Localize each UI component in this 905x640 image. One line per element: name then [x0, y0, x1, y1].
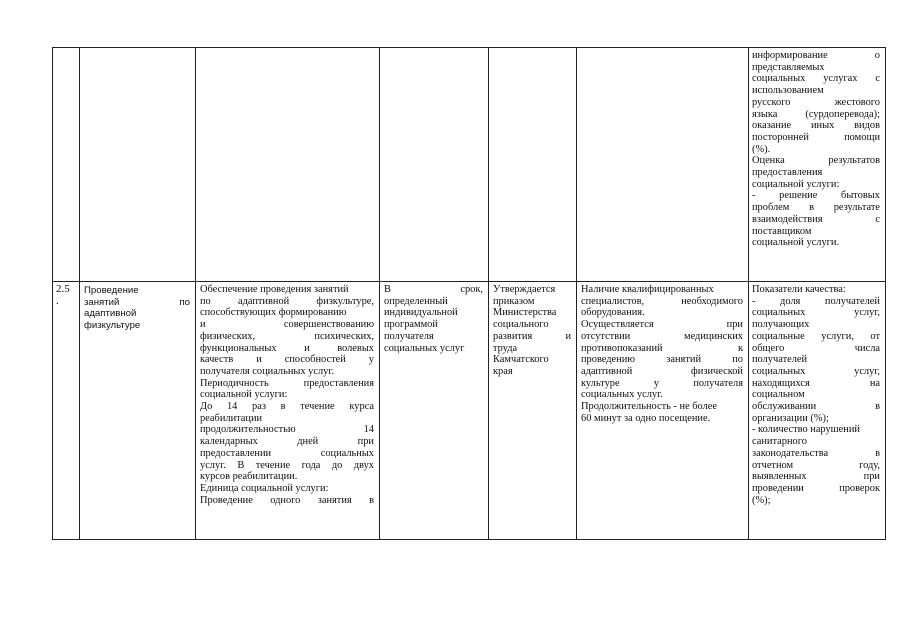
word: продолжительностью: [200, 424, 296, 436]
text-line: Продолжительность - не более: [581, 401, 718, 413]
word: иных: [810, 120, 835, 132]
word: течение: [255, 459, 291, 471]
text-line: [200, 343, 374, 355]
word: года: [301, 459, 321, 471]
word: помощи: [844, 131, 880, 143]
text-line: индивидуальной: [384, 307, 458, 319]
text-line: социальных услуг.: [581, 389, 663, 401]
text-line: [752, 483, 880, 495]
word: физической: [691, 365, 743, 377]
word: совершенствованию: [283, 319, 374, 331]
word: Осуществляется: [581, 319, 654, 331]
word: доля: [780, 295, 801, 307]
tariff-cell: [493, 284, 571, 378]
text-line: Министерства: [493, 307, 557, 319]
word: социальных: [752, 73, 806, 85]
text-line: социальной услуги:: [200, 389, 288, 401]
word: в: [875, 401, 880, 413]
word: на: [869, 377, 880, 389]
text-line: [84, 297, 190, 309]
word: в: [875, 447, 880, 459]
text-line: [752, 343, 880, 355]
text-line: предоставления: [752, 167, 823, 179]
text-line: [752, 331, 880, 343]
text-line: [200, 378, 374, 390]
word: отсутствии: [581, 330, 631, 342]
grid-line: [52, 539, 886, 540]
text-line: [200, 448, 374, 460]
word: до: [331, 459, 343, 471]
text-line: приказом: [493, 295, 535, 307]
text-line: физкультуре: [84, 320, 141, 332]
word: социальные: [752, 330, 805, 342]
text-line: [200, 319, 374, 331]
word: обслуживании: [752, 401, 817, 413]
word: находящихся: [752, 377, 810, 389]
word: специалистов,: [581, 295, 645, 307]
text-line: [200, 460, 374, 472]
grid-line: [79, 47, 80, 539]
word: в: [369, 494, 374, 506]
grid-line: [52, 47, 53, 539]
word: -: [752, 295, 756, 307]
word: -: [752, 190, 756, 202]
text-line: [752, 307, 880, 319]
text-line: поставщиком: [752, 225, 812, 237]
word: отчетном: [752, 459, 794, 471]
text-line: способствующих формированию: [200, 307, 347, 319]
text-line: (%);: [752, 494, 771, 506]
word: общего: [752, 342, 785, 354]
text-line: [493, 331, 571, 343]
text-line: [752, 97, 880, 109]
grid-line: [885, 47, 886, 539]
text-line: [581, 296, 743, 308]
word: от: [870, 330, 880, 342]
word: услуг.: [200, 459, 226, 471]
word: по: [200, 295, 211, 307]
text-line: [752, 190, 880, 202]
word: 14: [226, 401, 238, 413]
text-line: [200, 331, 374, 343]
word: решение: [779, 190, 818, 202]
word: русского: [752, 96, 791, 108]
word: психических,: [314, 330, 374, 342]
word: при: [357, 436, 374, 448]
text-line: (%).: [752, 143, 771, 155]
word: До: [200, 401, 213, 413]
text-line: социальном: [752, 389, 805, 401]
text-line: [752, 109, 880, 121]
text-line: реабилитации: [200, 412, 263, 424]
word: и: [565, 330, 571, 342]
word: результате: [833, 202, 880, 214]
text-line: [581, 366, 743, 378]
word: адаптивной: [237, 295, 290, 307]
text-line: Единица социальной услуги:: [200, 482, 329, 494]
text-line: [752, 120, 880, 132]
text-line: [581, 343, 743, 355]
grid-line: [748, 47, 749, 539]
word: волевых: [337, 342, 374, 354]
text-line: адаптивной: [84, 308, 137, 320]
word: по: [179, 296, 190, 308]
word: курса: [349, 401, 374, 413]
text-line: [200, 401, 374, 413]
word: одного: [270, 494, 301, 506]
word: занятий: [666, 354, 701, 366]
quality-cell: [752, 284, 880, 506]
word: Периодичность: [200, 377, 269, 389]
text-line: [752, 296, 880, 308]
text-line: [752, 401, 880, 413]
text-line: края: [493, 365, 513, 377]
word: В: [237, 459, 245, 471]
word: услуги,: [821, 330, 854, 342]
text-line: получателя социальных услуг.: [200, 365, 335, 377]
word: раз: [252, 401, 266, 413]
text-line: [752, 155, 880, 167]
text-line: Проведение: [84, 285, 139, 296]
word: проведении: [752, 482, 804, 494]
text-line: определенный: [384, 295, 448, 307]
word: информирование: [752, 50, 828, 61]
text-line: социального: [493, 319, 549, 331]
text-line: [752, 471, 880, 483]
text-line: представляемых: [752, 61, 825, 73]
text-line: использованием: [752, 85, 824, 97]
word: языка: [752, 108, 778, 120]
word: занятия: [317, 494, 352, 506]
service-name-cell: [84, 285, 190, 332]
word: взаимодействия: [752, 213, 823, 225]
grid-line: [379, 47, 380, 539]
word: (сурдоперевода);: [805, 108, 880, 120]
word: культуре: [581, 377, 620, 389]
row-number-dot: .: [56, 294, 59, 307]
text-line: Утверждается: [493, 284, 556, 295]
text-line: [752, 132, 880, 144]
row-number: 2.5: [56, 283, 70, 295]
word: при: [726, 319, 743, 331]
word: посторонней: [752, 131, 809, 143]
text-line: [752, 73, 880, 85]
text-line: [752, 202, 880, 214]
word: у: [368, 354, 374, 366]
word: функциональных: [200, 342, 277, 354]
text-line: [581, 354, 743, 366]
service-content-cell: [200, 284, 374, 506]
word: выявленных: [752, 471, 807, 483]
word: в: [280, 401, 286, 413]
text-line: [384, 284, 483, 296]
word: проблем: [752, 202, 790, 214]
word: занятий: [84, 296, 120, 308]
text-line: [752, 214, 880, 226]
word: оказание: [752, 120, 792, 132]
word: течение: [300, 401, 335, 413]
word: получателя: [693, 377, 743, 389]
word: социальных: [752, 307, 806, 319]
word: физических,: [200, 330, 256, 342]
text-line: [752, 378, 880, 390]
row-number-cell: [56, 284, 76, 307]
text-line: социальной услуги:: [752, 178, 840, 190]
word: и: [304, 342, 310, 354]
text-line: санитарного: [752, 436, 807, 448]
word: проверок: [839, 482, 880, 494]
word: предоставления: [303, 377, 374, 389]
word: услуг,: [854, 365, 880, 377]
text-line: программой: [384, 319, 438, 331]
text-line: [581, 331, 743, 343]
word: Оценка: [752, 155, 785, 167]
word: законодательства: [752, 447, 829, 459]
conditions-cell: [581, 284, 743, 424]
grid-line: [52, 47, 886, 48]
word: по: [732, 354, 743, 366]
text-line: получающих: [752, 319, 810, 331]
word: медицинских: [684, 330, 743, 342]
service-term-cell: [384, 284, 483, 354]
text-line: [200, 436, 374, 448]
text-line: получателя: [384, 330, 434, 342]
grid-line: [576, 47, 577, 539]
word: способностей: [284, 354, 346, 366]
word: о: [874, 50, 880, 61]
text-line: Показатели качества:: [752, 284, 846, 295]
word: социальных: [752, 365, 806, 377]
word: социальных: [320, 447, 374, 459]
text-line: [752, 460, 880, 472]
word: дней: [297, 436, 319, 448]
word: В: [384, 284, 391, 295]
word: с: [875, 213, 880, 225]
word: качеств: [200, 354, 234, 366]
word: адаптивной: [581, 365, 633, 377]
word: развития: [493, 330, 533, 342]
word: в: [809, 202, 814, 214]
text-line: [581, 378, 743, 390]
word: и: [200, 319, 206, 331]
grid-line: [52, 281, 886, 282]
word: с: [875, 73, 880, 85]
text-line: труда: [493, 342, 518, 354]
text-line: [752, 366, 880, 378]
text-line: [200, 354, 374, 366]
text-line: Наличие квалифицированных: [581, 284, 714, 295]
text-line: Обеспечение проведения занятий: [200, 284, 349, 295]
word: предоставлении: [200, 447, 272, 459]
word: услугах: [823, 73, 858, 85]
word: и: [256, 354, 262, 366]
grid-line: [488, 47, 489, 539]
word: числа: [854, 342, 880, 354]
text-line: оборудования.: [581, 307, 645, 319]
word: видов: [854, 120, 880, 132]
word: к: [737, 342, 743, 354]
word: у: [653, 377, 660, 389]
text-line: социальной услуги.: [752, 237, 840, 249]
text-line: [200, 296, 374, 308]
word: двух: [353, 459, 374, 471]
text-line: [581, 319, 743, 331]
word: результатов: [828, 155, 880, 167]
word: услуг,: [854, 307, 880, 319]
word: при: [863, 471, 880, 483]
text-line: [752, 448, 880, 460]
text-line: [752, 50, 880, 62]
word: необходимого: [681, 295, 743, 307]
word: году,: [859, 459, 880, 471]
text-line: [200, 424, 374, 436]
prev-quality-cell: [752, 50, 880, 249]
text-line: организации (%);: [752, 412, 829, 424]
text-line: Камчатского: [493, 354, 549, 366]
text-line: социальных услуг: [384, 342, 465, 354]
text-line: 60 минут за одно посещение.: [581, 412, 711, 424]
word: получателей: [824, 295, 880, 307]
word: проведению: [581, 354, 636, 366]
text-line: курсов реабилитации.: [200, 471, 298, 483]
word: срок,: [460, 284, 483, 295]
text-line: - количество нарушений: [752, 424, 860, 436]
word: физкультуре,: [316, 295, 374, 307]
word: противопоказаний: [581, 342, 663, 354]
word: календарных: [200, 436, 258, 448]
word: 14: [363, 424, 374, 436]
text-line: [200, 495, 374, 507]
word: бытовых: [841, 190, 880, 202]
word: Проведение: [200, 494, 253, 506]
word: жестового: [834, 96, 880, 108]
text-line: получателей: [752, 354, 808, 366]
grid-line: [195, 47, 196, 539]
